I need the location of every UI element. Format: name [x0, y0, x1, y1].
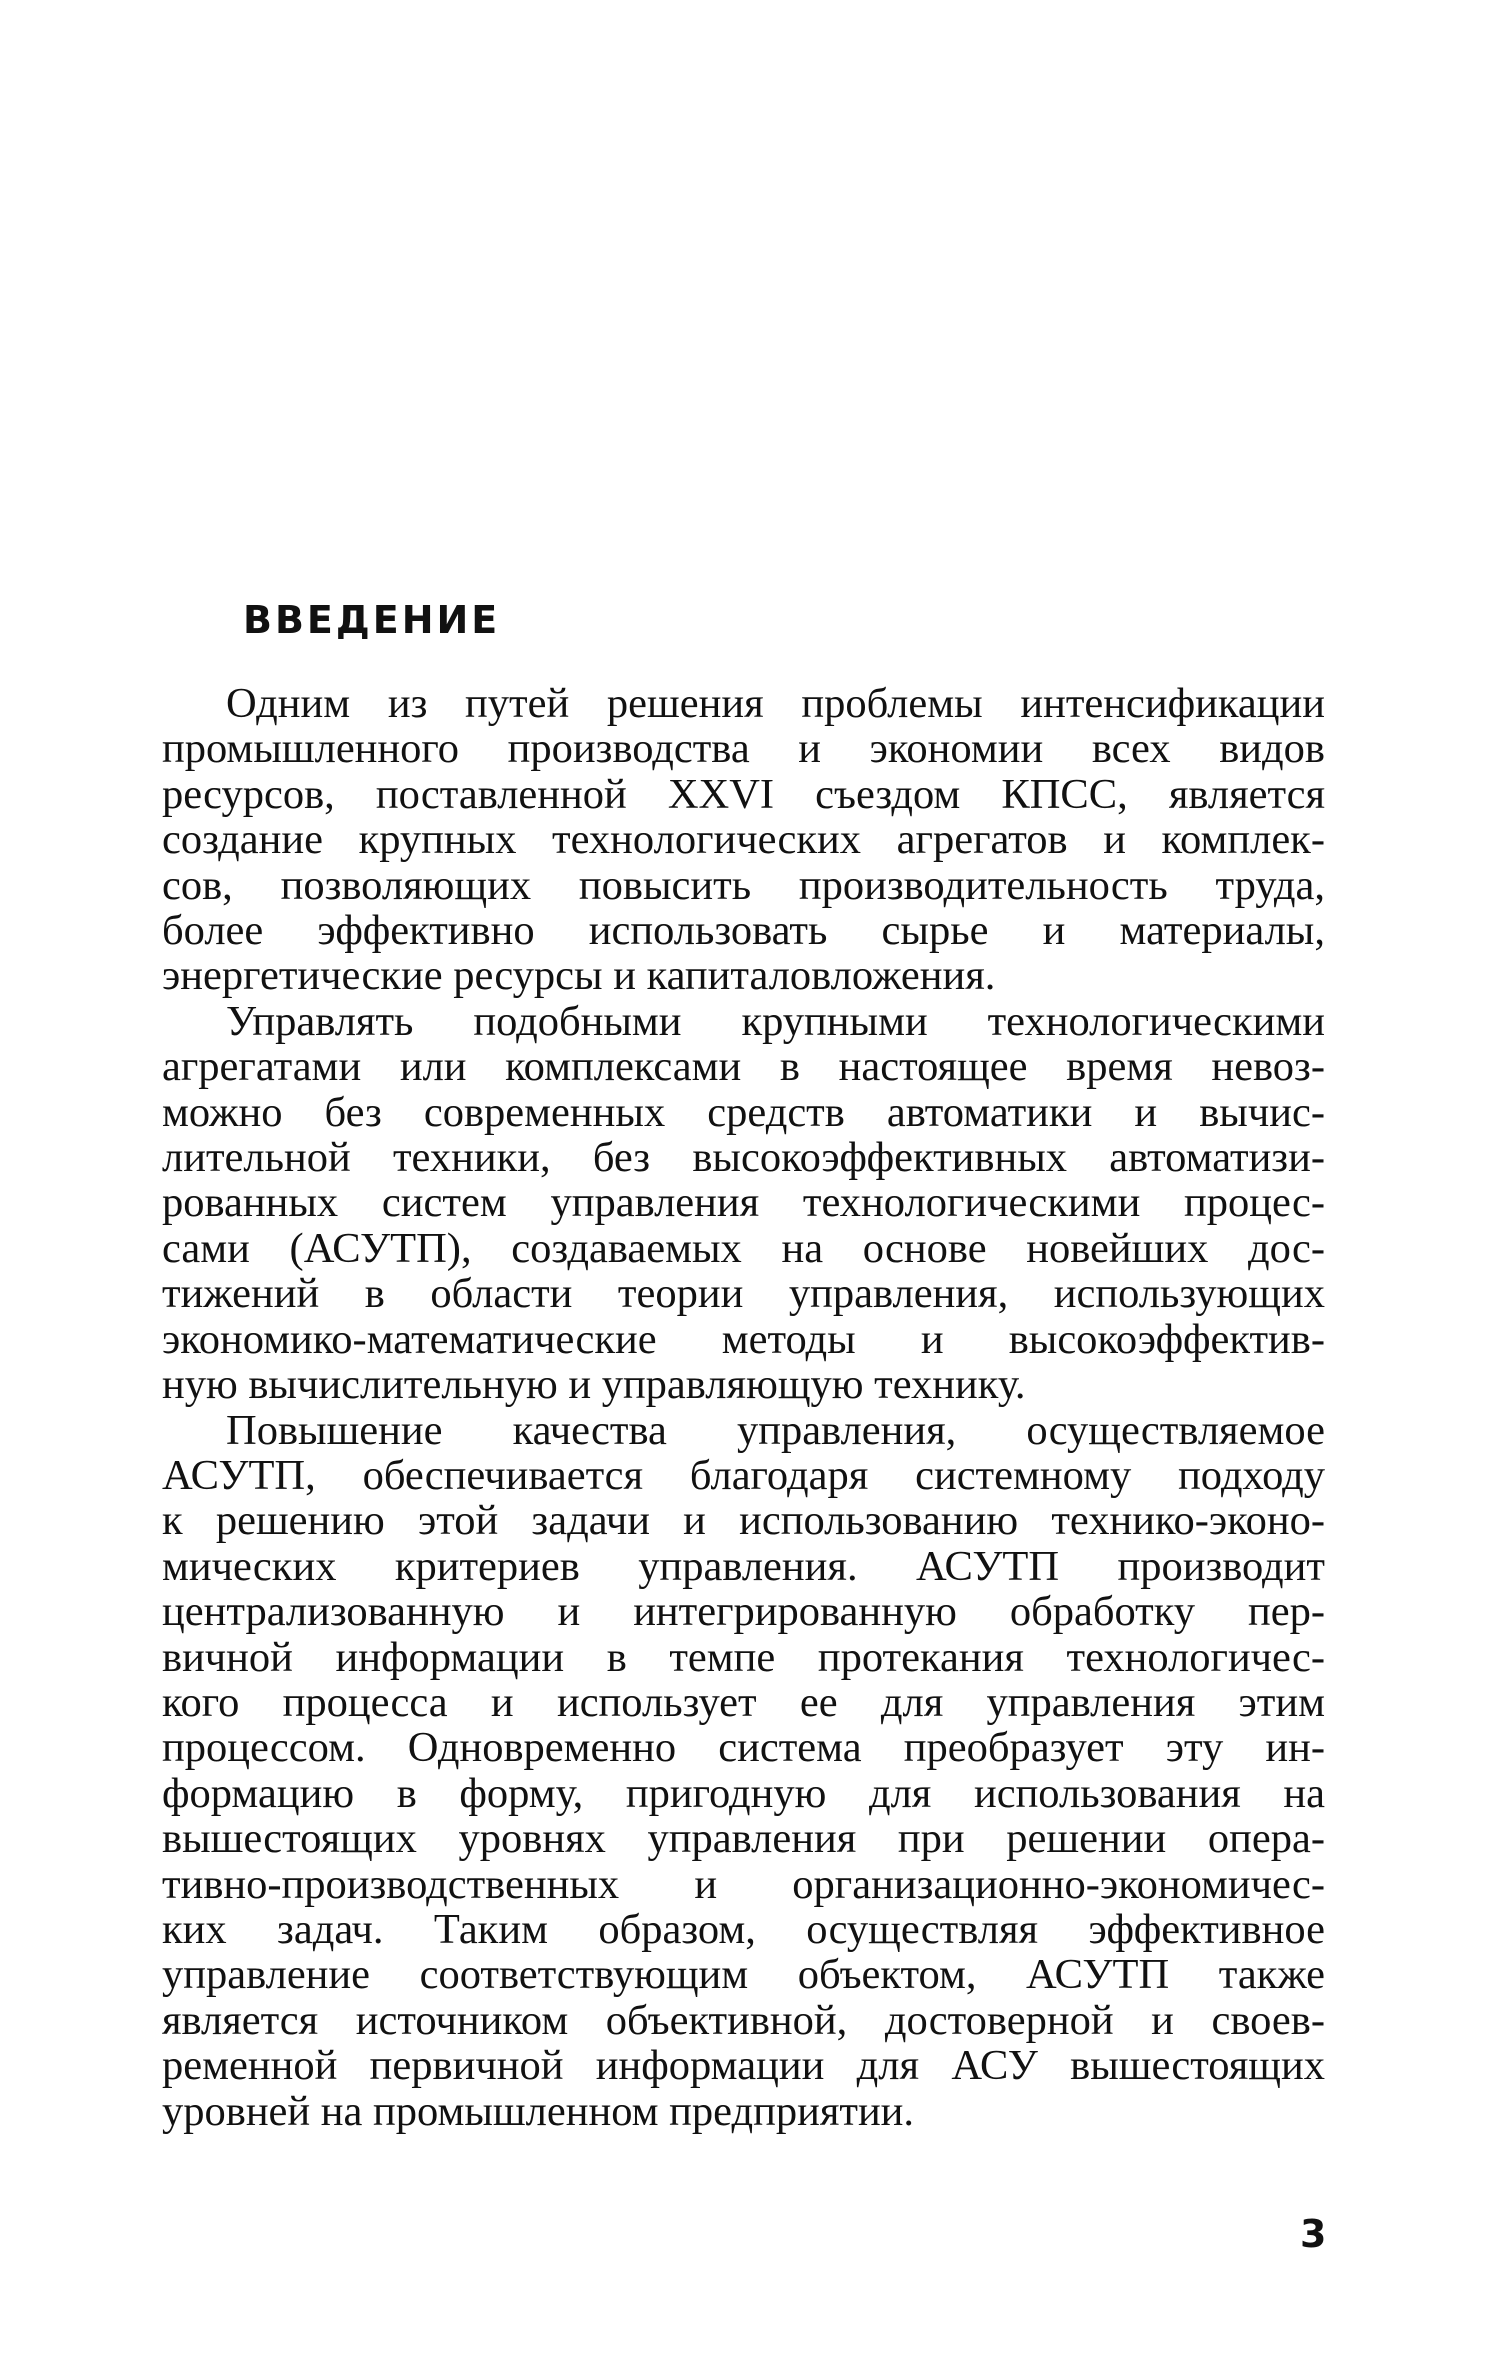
text-line: сами (АСУТП), создаваемых на основе новейших дос-: [162, 1224, 1325, 1272]
text-line: мических критериев управления. АСУТП производит: [162, 1542, 1325, 1590]
text-line: централизованную и интегрированную обработку пер-: [162, 1588, 1325, 1636]
text-line: управление соответствующим объектом, АСУТП также: [162, 1951, 1325, 1999]
text-line: ких задач. Таким образом, осуществляя эффективное: [162, 1905, 1325, 1953]
text-line: Управлять подобными крупными технологическими: [226, 997, 1325, 1045]
text-line: можно без современных средств автоматики и вычис-: [162, 1088, 1325, 1136]
text-line: лительной техники, без высокоэффективных автоматизи-: [162, 1134, 1325, 1182]
text-line: рованных систем управления технологическими процес-: [162, 1179, 1325, 1227]
text-line: кого процесса и использует ее для управления этим: [162, 1678, 1325, 1726]
text-line: энергетические ресурсы и капиталовложения.: [162, 952, 996, 1000]
text-line: тивно-производственных и организационно-экономичес-: [162, 1860, 1325, 1908]
paragraph-3: [162, 1408, 1325, 2135]
text-line: процессом. Одновременно система преобразует эту ин-: [162, 1724, 1325, 1772]
text-line: агрегатами или комплексами в настоящее время невоз-: [162, 1043, 1325, 1091]
text-line: сов, позволяющих повысить производительность труда,: [162, 861, 1325, 909]
text-line: тижений в области теории управления, использующих: [162, 1270, 1325, 1318]
text-line: Одним из путей решения проблемы интенсификации: [226, 680, 1325, 727]
text-line: формацию в форму, пригодную для использования на: [162, 1769, 1325, 1817]
section-heading: ВВЕДЕНИЕ: [243, 598, 501, 642]
page-number: 3: [1300, 2212, 1327, 2256]
text-line: создание крупных технологических агрегатов и комплек-: [162, 816, 1325, 864]
text-line: вышестоящих уровнях управления при решении опера-: [162, 1815, 1325, 1863]
paragraph-1: [162, 681, 1325, 999]
text-line: промышленного производства и экономии всех видов: [162, 725, 1325, 773]
text-line: ную вычислительную и управляющую технику.: [162, 1361, 1026, 1409]
text-line: ременной первичной информации для АСУ вышестоящих: [162, 2042, 1325, 2090]
text-line: более эффективно использовать сырье и материалы,: [162, 907, 1325, 955]
text-line: вичной информации в темпе протекания технологичес-: [162, 1633, 1325, 1681]
text-line: АСУТП, обеспечивается благодаря системному подходу: [162, 1451, 1325, 1499]
body-text: [162, 681, 1325, 2134]
paragraph-2: [162, 999, 1325, 1408]
text-line: Повышение качества управления, осуществляемое: [226, 1406, 1325, 1454]
text-line: ресурсов, поставленной XXVI съездом КПСС, является: [162, 770, 1325, 818]
text-line: является источником объективной, достоверной и своев-: [162, 1996, 1325, 2044]
text-line: уровней на промышленном предприятии.: [162, 2087, 915, 2135]
text-line: экономико-математические методы и высокоэффектив-: [162, 1315, 1325, 1363]
text-line: к решению этой задачи и использованию технико-эконо-: [162, 1497, 1325, 1545]
